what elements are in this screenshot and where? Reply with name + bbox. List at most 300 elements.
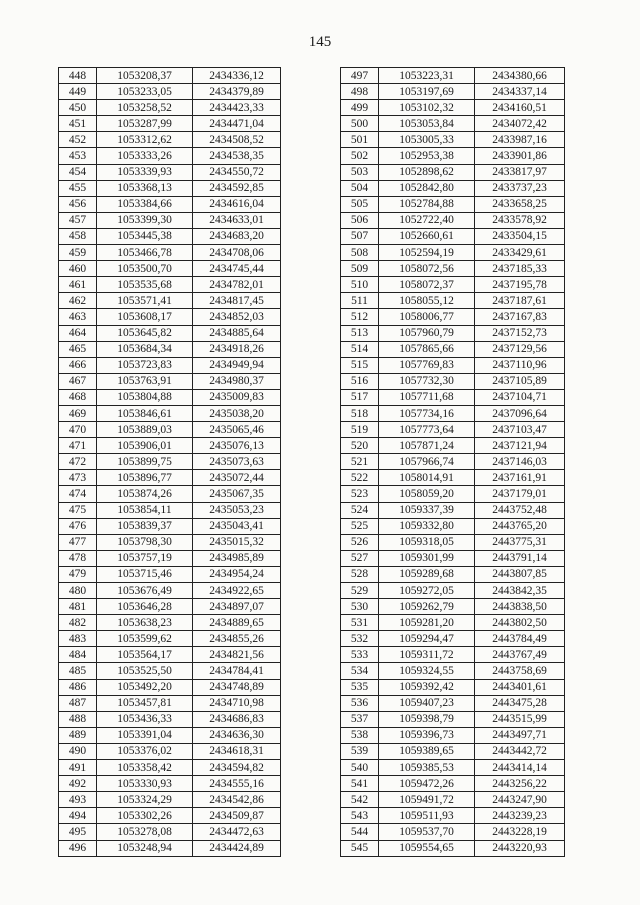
point-number-cell: 491	[59, 760, 97, 776]
table-row	[341, 438, 565, 454]
table-row	[59, 422, 281, 438]
table-row	[59, 599, 281, 615]
point-number-cell: 498	[341, 84, 379, 100]
y-coordinate-cell: 2434885,64	[193, 325, 281, 341]
table-row	[59, 261, 281, 277]
point-number-cell: 494	[59, 808, 97, 824]
x-coordinate-cell: 1053457,81	[97, 695, 193, 711]
point-number-cell: 536	[341, 695, 379, 711]
table-row	[341, 148, 565, 164]
x-coordinate-cell: 1058014,91	[379, 470, 475, 486]
y-coordinate-cell: 2434889,65	[193, 615, 281, 631]
x-coordinate-cell: 1059318,05	[379, 534, 475, 550]
x-coordinate-cell: 1059554,65	[379, 840, 475, 856]
x-coordinate-cell: 1053445,38	[97, 228, 193, 244]
x-coordinate-cell: 1053358,42	[97, 760, 193, 776]
y-coordinate-cell: 2443497,71	[475, 727, 565, 743]
table-row	[341, 663, 565, 679]
point-number-cell: 496	[59, 840, 97, 856]
x-coordinate-cell: 1053757,19	[97, 550, 193, 566]
point-number-cell: 543	[341, 808, 379, 824]
table-body-left	[59, 68, 281, 857]
y-coordinate-cell: 2434745,44	[193, 261, 281, 277]
y-coordinate-cell: 2443256,22	[475, 776, 565, 792]
y-coordinate-cell: 2437195,78	[475, 277, 565, 293]
point-number-cell: 527	[341, 550, 379, 566]
table-row	[341, 647, 565, 663]
table-row	[341, 824, 565, 840]
point-number-cell: 493	[59, 792, 97, 808]
point-number-cell: 535	[341, 679, 379, 695]
table-row	[59, 679, 281, 695]
x-coordinate-cell: 1059511,93	[379, 808, 475, 824]
x-coordinate-cell: 1053376,02	[97, 743, 193, 759]
point-number-cell: 516	[341, 373, 379, 389]
x-coordinate-cell: 1059272,05	[379, 583, 475, 599]
point-number-cell: 545	[341, 840, 379, 856]
y-coordinate-cell: 2443414,14	[475, 760, 565, 776]
y-coordinate-cell: 2434618,31	[193, 743, 281, 759]
y-coordinate-cell: 2443784,49	[475, 631, 565, 647]
x-coordinate-cell: 1059324,55	[379, 663, 475, 679]
y-coordinate-cell: 2434708,06	[193, 245, 281, 261]
table-row	[59, 695, 281, 711]
x-coordinate-cell: 1053466,78	[97, 245, 193, 261]
x-coordinate-cell: 1059392,42	[379, 679, 475, 695]
table-row	[341, 550, 565, 566]
x-coordinate-cell: 1053564,17	[97, 647, 193, 663]
point-number-cell: 511	[341, 293, 379, 309]
table-row	[59, 760, 281, 776]
y-coordinate-cell: 2434918,26	[193, 341, 281, 357]
y-coordinate-cell: 2435015,32	[193, 534, 281, 550]
y-coordinate-cell: 2443767,49	[475, 647, 565, 663]
table-row	[341, 486, 565, 502]
y-coordinate-cell: 2434616,04	[193, 196, 281, 212]
y-coordinate-cell: 2434686,83	[193, 711, 281, 727]
x-coordinate-cell: 1057966,74	[379, 454, 475, 470]
y-coordinate-cell: 2434897,07	[193, 599, 281, 615]
table-row	[59, 389, 281, 405]
table-row	[59, 196, 281, 212]
x-coordinate-cell: 1053798,30	[97, 534, 193, 550]
x-coordinate-cell: 1059294,47	[379, 631, 475, 647]
x-coordinate-cell: 1053492,20	[97, 679, 193, 695]
y-coordinate-cell: 2443802,50	[475, 615, 565, 631]
y-coordinate-cell: 2443401,61	[475, 679, 565, 695]
table-row	[59, 84, 281, 100]
x-coordinate-cell: 1052784,88	[379, 196, 475, 212]
point-number-cell: 462	[59, 293, 97, 309]
y-coordinate-cell: 2435043,41	[193, 518, 281, 534]
x-coordinate-cell: 1053906,01	[97, 438, 193, 454]
point-number-cell: 517	[341, 389, 379, 405]
point-number-cell: 497	[341, 68, 379, 84]
x-coordinate-cell: 1053368,13	[97, 180, 193, 196]
y-coordinate-cell: 2434424,89	[193, 840, 281, 856]
y-coordinate-cell: 2443838,50	[475, 599, 565, 615]
table-row	[59, 502, 281, 518]
point-number-cell: 510	[341, 277, 379, 293]
point-number-cell: 463	[59, 309, 97, 325]
y-coordinate-cell: 2435038,20	[193, 405, 281, 421]
point-number-cell: 489	[59, 727, 97, 743]
point-number-cell: 539	[341, 743, 379, 759]
x-coordinate-cell: 1053535,68	[97, 277, 193, 293]
point-number-cell: 515	[341, 357, 379, 373]
y-coordinate-cell: 2434683,20	[193, 228, 281, 244]
table-row	[341, 599, 565, 615]
x-coordinate-cell: 1053645,82	[97, 325, 193, 341]
table-row	[341, 357, 565, 373]
x-coordinate-cell: 1053889,03	[97, 422, 193, 438]
point-number-cell: 500	[341, 116, 379, 132]
table-row	[59, 470, 281, 486]
x-coordinate-cell: 1053638,23	[97, 615, 193, 631]
table-row	[59, 357, 281, 373]
table-row	[341, 422, 565, 438]
y-coordinate-cell: 2443239,23	[475, 808, 565, 824]
x-coordinate-cell: 1059389,65	[379, 743, 475, 759]
y-coordinate-cell: 2433429,61	[475, 245, 565, 261]
x-coordinate-cell: 1058072,37	[379, 277, 475, 293]
table-row	[59, 808, 281, 824]
table-row	[341, 293, 565, 309]
y-coordinate-cell: 2437129,56	[475, 341, 565, 357]
point-number-cell: 475	[59, 502, 97, 518]
y-coordinate-cell: 2437167,83	[475, 309, 565, 325]
table-row	[341, 792, 565, 808]
x-coordinate-cell: 1059396,73	[379, 727, 475, 743]
x-coordinate-cell: 1057734,16	[379, 405, 475, 421]
y-coordinate-cell: 2443228,19	[475, 824, 565, 840]
x-coordinate-cell: 1053646,28	[97, 599, 193, 615]
table-row	[341, 116, 565, 132]
table-row	[59, 293, 281, 309]
table-row	[341, 100, 565, 116]
table-row	[341, 212, 565, 228]
table-row	[341, 389, 565, 405]
table-row	[59, 792, 281, 808]
y-coordinate-cell: 2433658,25	[475, 196, 565, 212]
x-coordinate-cell: 1053102,32	[379, 100, 475, 116]
x-coordinate-cell: 1053899,75	[97, 454, 193, 470]
y-coordinate-cell: 2437146,03	[475, 454, 565, 470]
table-row	[341, 743, 565, 759]
point-number-cell: 502	[341, 148, 379, 164]
point-number-cell: 488	[59, 711, 97, 727]
y-coordinate-cell: 2434337,14	[475, 84, 565, 100]
x-coordinate-cell: 1059385,53	[379, 760, 475, 776]
table-row	[59, 534, 281, 550]
table-row	[59, 583, 281, 599]
x-coordinate-cell: 1058072,56	[379, 261, 475, 277]
point-number-cell: 459	[59, 245, 97, 261]
point-number-cell: 480	[59, 583, 97, 599]
x-coordinate-cell: 1053339,93	[97, 164, 193, 180]
point-number-cell: 474	[59, 486, 97, 502]
y-coordinate-cell: 2435067,35	[193, 486, 281, 502]
y-coordinate-cell: 2434985,89	[193, 550, 281, 566]
table-row	[59, 727, 281, 743]
y-coordinate-cell: 2434379,89	[193, 84, 281, 100]
x-coordinate-cell: 1053223,31	[379, 68, 475, 84]
x-coordinate-cell: 1059311,72	[379, 647, 475, 663]
y-coordinate-cell: 2435072,44	[193, 470, 281, 486]
y-coordinate-cell: 2433817,97	[475, 164, 565, 180]
y-coordinate-cell: 2434636,30	[193, 727, 281, 743]
x-coordinate-cell: 1059332,80	[379, 518, 475, 534]
point-number-cell: 478	[59, 550, 97, 566]
table-row	[341, 534, 565, 550]
table-row	[341, 502, 565, 518]
y-coordinate-cell: 2443752,48	[475, 502, 565, 518]
y-coordinate-cell: 2443475,28	[475, 695, 565, 711]
point-number-cell: 456	[59, 196, 97, 212]
table-row	[341, 776, 565, 792]
point-number-cell: 468	[59, 389, 97, 405]
point-number-cell: 467	[59, 373, 97, 389]
x-coordinate-cell: 1053436,33	[97, 711, 193, 727]
table-row	[341, 309, 565, 325]
y-coordinate-cell: 2434508,52	[193, 132, 281, 148]
table-row	[341, 325, 565, 341]
table-row	[59, 840, 281, 856]
x-coordinate-cell: 1053723,83	[97, 357, 193, 373]
y-coordinate-cell: 2437121,94	[475, 438, 565, 454]
table-row	[59, 405, 281, 421]
x-coordinate-cell: 1053399,30	[97, 212, 193, 228]
table-row	[59, 454, 281, 470]
point-number-cell: 507	[341, 228, 379, 244]
table-row	[59, 550, 281, 566]
point-number-cell: 499	[341, 100, 379, 116]
point-number-cell: 537	[341, 711, 379, 727]
x-coordinate-cell: 1053599,62	[97, 631, 193, 647]
x-coordinate-cell: 1053302,26	[97, 808, 193, 824]
y-coordinate-cell: 2443515,99	[475, 711, 565, 727]
y-coordinate-cell: 2434472,63	[193, 824, 281, 840]
table-row	[59, 438, 281, 454]
point-number-cell: 450	[59, 100, 97, 116]
x-coordinate-cell: 1053839,37	[97, 518, 193, 534]
page-number: 145	[308, 34, 332, 50]
table-row	[341, 518, 565, 534]
x-coordinate-cell: 1053874,26	[97, 486, 193, 502]
x-coordinate-cell: 1053804,88	[97, 389, 193, 405]
point-number-cell: 513	[341, 325, 379, 341]
y-coordinate-cell: 2434380,66	[475, 68, 565, 84]
x-coordinate-cell: 1053278,08	[97, 824, 193, 840]
x-coordinate-cell: 1053525,50	[97, 663, 193, 679]
y-coordinate-cell: 2434784,41	[193, 663, 281, 679]
point-number-cell: 449	[59, 84, 97, 100]
table-row	[341, 583, 565, 599]
x-coordinate-cell: 1057871,24	[379, 438, 475, 454]
table-row	[59, 277, 281, 293]
point-number-cell: 521	[341, 454, 379, 470]
point-number-cell: 465	[59, 341, 97, 357]
y-coordinate-cell: 2434594,82	[193, 760, 281, 776]
table-row	[59, 373, 281, 389]
table-row	[59, 100, 281, 116]
table-row	[341, 132, 565, 148]
point-number-cell: 461	[59, 277, 97, 293]
point-number-cell: 469	[59, 405, 97, 421]
point-number-cell: 452	[59, 132, 97, 148]
point-number-cell: 492	[59, 776, 97, 792]
point-number-cell: 542	[341, 792, 379, 808]
y-coordinate-cell: 2435009,83	[193, 389, 281, 405]
point-number-cell: 512	[341, 309, 379, 325]
table-row	[59, 341, 281, 357]
y-coordinate-cell: 2434542,86	[193, 792, 281, 808]
table-row	[59, 212, 281, 228]
table-row	[341, 615, 565, 631]
x-coordinate-cell: 1057732,30	[379, 373, 475, 389]
table-row	[59, 164, 281, 180]
x-coordinate-cell: 1053684,34	[97, 341, 193, 357]
y-coordinate-cell: 2443442,72	[475, 743, 565, 759]
x-coordinate-cell: 1053324,29	[97, 792, 193, 808]
y-coordinate-cell: 2434423,33	[193, 100, 281, 116]
table-row	[341, 228, 565, 244]
point-number-cell: 487	[59, 695, 97, 711]
x-coordinate-cell: 1052898,62	[379, 164, 475, 180]
point-number-cell: 471	[59, 438, 97, 454]
table-row	[341, 180, 565, 196]
table-row	[341, 454, 565, 470]
point-number-cell: 518	[341, 405, 379, 421]
x-coordinate-cell: 1053208,37	[97, 68, 193, 84]
point-number-cell: 541	[341, 776, 379, 792]
table-row	[341, 405, 565, 421]
point-number-cell: 508	[341, 245, 379, 261]
x-coordinate-cell: 1053333,26	[97, 148, 193, 164]
point-number-cell: 529	[341, 583, 379, 599]
point-number-cell: 466	[59, 357, 97, 373]
x-coordinate-cell: 1053197,69	[379, 84, 475, 100]
table-row	[59, 663, 281, 679]
y-coordinate-cell: 2434471,04	[193, 116, 281, 132]
y-coordinate-cell: 2443842,35	[475, 583, 565, 599]
table-row	[341, 711, 565, 727]
point-number-cell: 451	[59, 116, 97, 132]
table-row	[341, 566, 565, 582]
point-number-cell: 495	[59, 824, 97, 840]
y-coordinate-cell: 2437103,47	[475, 422, 565, 438]
x-coordinate-cell: 1057711,68	[379, 389, 475, 405]
y-coordinate-cell: 2443775,31	[475, 534, 565, 550]
point-number-cell: 479	[59, 566, 97, 582]
x-coordinate-cell: 1059472,26	[379, 776, 475, 792]
table-row	[341, 695, 565, 711]
point-number-cell: 472	[59, 454, 97, 470]
y-coordinate-cell: 2437161,91	[475, 470, 565, 486]
point-number-cell: 473	[59, 470, 97, 486]
point-number-cell: 544	[341, 824, 379, 840]
point-number-cell: 532	[341, 631, 379, 647]
x-coordinate-cell: 1052594,19	[379, 245, 475, 261]
table-row	[59, 68, 281, 84]
x-coordinate-cell: 1053233,05	[97, 84, 193, 100]
y-coordinate-cell: 2434072,42	[475, 116, 565, 132]
x-coordinate-cell: 1059301,99	[379, 550, 475, 566]
point-number-cell: 540	[341, 760, 379, 776]
table-row	[341, 245, 565, 261]
point-number-cell: 503	[341, 164, 379, 180]
y-coordinate-cell: 2434949,94	[193, 357, 281, 373]
y-coordinate-cell: 2437105,89	[475, 373, 565, 389]
table-row	[341, 261, 565, 277]
y-coordinate-cell: 2434817,45	[193, 293, 281, 309]
point-number-cell: 484	[59, 647, 97, 663]
x-coordinate-cell: 1057960,79	[379, 325, 475, 341]
y-coordinate-cell: 2434852,03	[193, 309, 281, 325]
x-coordinate-cell: 1053676,49	[97, 583, 193, 599]
x-coordinate-cell: 1052953,38	[379, 148, 475, 164]
y-coordinate-cell: 2437152,73	[475, 325, 565, 341]
y-coordinate-cell: 2434748,89	[193, 679, 281, 695]
table-row	[59, 116, 281, 132]
y-coordinate-cell: 2434336,12	[193, 68, 281, 84]
x-coordinate-cell: 1059398,79	[379, 711, 475, 727]
y-coordinate-cell: 2434550,72	[193, 164, 281, 180]
coordinates-table-right	[340, 67, 565, 857]
y-coordinate-cell: 2433578,92	[475, 212, 565, 228]
table-row	[341, 727, 565, 743]
y-coordinate-cell: 2435065,46	[193, 422, 281, 438]
point-number-cell: 486	[59, 679, 97, 695]
point-number-cell: 530	[341, 599, 379, 615]
y-coordinate-cell: 2437104,71	[475, 389, 565, 405]
x-coordinate-cell: 1059262,79	[379, 599, 475, 615]
x-coordinate-cell: 1053500,70	[97, 261, 193, 277]
table-row	[341, 631, 565, 647]
x-coordinate-cell: 1057769,83	[379, 357, 475, 373]
y-coordinate-cell: 2433901,86	[475, 148, 565, 164]
x-coordinate-cell: 1059537,70	[379, 824, 475, 840]
x-coordinate-cell: 1059289,68	[379, 566, 475, 582]
point-number-cell: 453	[59, 148, 97, 164]
x-coordinate-cell: 1053287,99	[97, 116, 193, 132]
point-number-cell: 483	[59, 631, 97, 647]
y-coordinate-cell: 2443765,20	[475, 518, 565, 534]
table-row	[59, 711, 281, 727]
y-coordinate-cell: 2434821,56	[193, 647, 281, 663]
table-row	[59, 824, 281, 840]
x-coordinate-cell: 1053571,41	[97, 293, 193, 309]
x-coordinate-cell: 1058055,12	[379, 293, 475, 309]
table-row	[59, 615, 281, 631]
y-coordinate-cell: 2437179,01	[475, 486, 565, 502]
x-coordinate-cell: 1058059,20	[379, 486, 475, 502]
y-coordinate-cell: 2435053,23	[193, 502, 281, 518]
y-coordinate-cell: 2434509,87	[193, 808, 281, 824]
point-number-cell: 524	[341, 502, 379, 518]
table-row	[341, 470, 565, 486]
point-number-cell: 522	[341, 470, 379, 486]
table-row	[59, 743, 281, 759]
table-row	[59, 631, 281, 647]
table-row	[59, 486, 281, 502]
y-coordinate-cell: 2437187,61	[475, 293, 565, 309]
table-row	[341, 277, 565, 293]
y-coordinate-cell: 2433987,16	[475, 132, 565, 148]
table-row	[59, 566, 281, 582]
table-row	[341, 68, 565, 84]
x-coordinate-cell: 1059407,23	[379, 695, 475, 711]
